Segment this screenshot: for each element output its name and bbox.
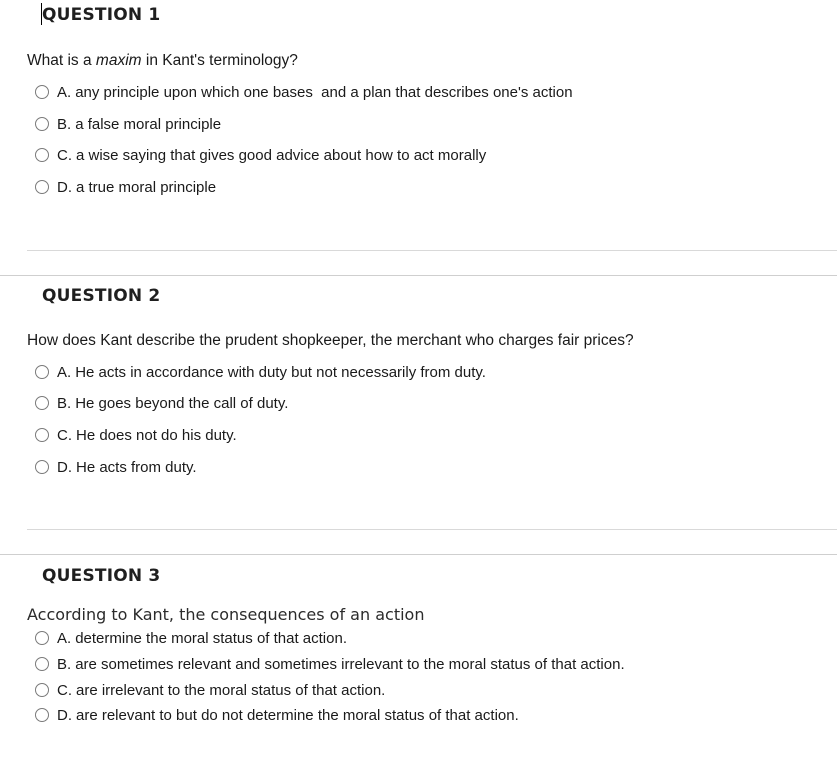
question-2-option-a[interactable] <box>35 362 486 382</box>
option-letter: C. <box>57 426 72 444</box>
option-text: are irrelevant to the moral status of that action. <box>76 681 386 699</box>
question-3-option-d[interactable] <box>35 705 519 725</box>
question-2-bottom-divider <box>27 529 837 530</box>
option-text: He does not do his duty. <box>76 426 237 444</box>
option-letter: D. <box>57 178 72 196</box>
question-2-prompt: How does Kant describe the prudent shopkeeper, the merchant who charges fair prices? <box>27 332 634 349</box>
question-3-prompt: According to Kant, the consequences of an action <box>27 605 425 624</box>
option-letter: A. <box>57 83 72 101</box>
radio-button[interactable] <box>35 148 49 162</box>
option-letter: C. <box>57 146 72 164</box>
option-text: a wise saying that gives good advice about how to act morally <box>76 146 487 164</box>
radio-button[interactable] <box>35 708 49 722</box>
option-letter: B. <box>57 115 72 133</box>
question-divider <box>0 275 837 276</box>
option-letter: C. <box>57 681 72 699</box>
question-divider <box>0 554 837 555</box>
radio-button[interactable] <box>35 117 49 131</box>
question-3-option-a[interactable] <box>35 628 347 648</box>
question-3-title: QUESTION 3 <box>42 566 161 586</box>
option-text: determine the moral status of that action. <box>75 629 347 647</box>
question-2-option-b[interactable] <box>35 393 288 413</box>
option-letter: B. <box>57 655 72 673</box>
question-2-option-d[interactable] <box>35 457 197 477</box>
option-text: He acts in accordance with duty but not necessarily from duty. <box>75 363 486 381</box>
option-letter: A. <box>57 629 72 647</box>
option-text: any principle upon which one bases and a plan that describes one's action <box>75 83 573 101</box>
option-text: are sometimes relevant and sometimes irrelevant to the moral status of that action. <box>75 655 625 673</box>
option-text: He acts from duty. <box>76 458 197 476</box>
question-1-prompt <box>27 52 298 70</box>
radio-button[interactable] <box>35 657 49 671</box>
radio-button[interactable] <box>35 683 49 697</box>
question-2-option-c[interactable] <box>35 425 237 445</box>
option-text: a false moral principle <box>75 115 222 133</box>
question-3-option-b[interactable] <box>35 654 625 674</box>
question-2-title: QUESTION 2 <box>42 286 161 306</box>
question-1-prompt-before: What is a <box>27 52 96 69</box>
option-letter: D. <box>57 458 72 476</box>
question-1-option-d[interactable] <box>35 177 216 197</box>
radio-button[interactable] <box>35 428 49 442</box>
question-3-option-c[interactable] <box>35 680 385 700</box>
radio-button[interactable] <box>35 180 49 194</box>
question-1-option-b[interactable] <box>35 114 221 134</box>
radio-button[interactable] <box>35 365 49 379</box>
radio-button[interactable] <box>35 460 49 474</box>
radio-button[interactable] <box>35 396 49 410</box>
option-letter: D. <box>57 706 72 724</box>
question-1-prompt-term: maxim <box>95 52 142 69</box>
radio-button[interactable] <box>35 631 49 645</box>
option-text: are relevant to but do not determine the moral status of that action. <box>76 706 519 724</box>
radio-button[interactable] <box>35 85 49 99</box>
option-letter: B. <box>57 394 72 412</box>
question-1-option-c[interactable] <box>35 145 486 165</box>
question-1-prompt-after: in Kant's terminology? <box>141 52 298 69</box>
question-1-option-a[interactable] <box>35 82 573 102</box>
option-text: He goes beyond the call of duty. <box>75 394 289 412</box>
question-1-title: QUESTION 1 <box>42 5 161 25</box>
option-text: a true moral principle <box>76 178 217 196</box>
question-1-bottom-divider <box>27 250 837 251</box>
option-letter: A. <box>57 363 72 381</box>
